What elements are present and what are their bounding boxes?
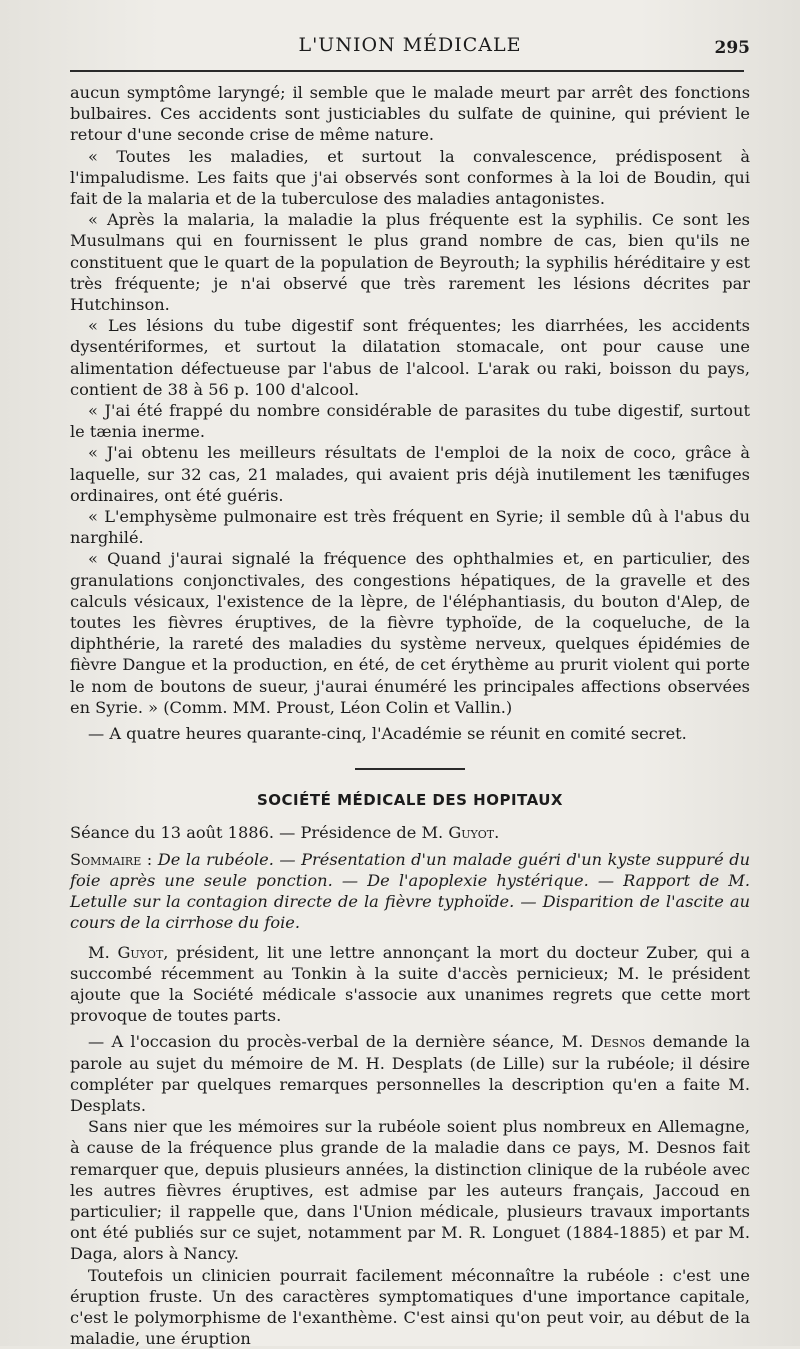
- seance-suffix: .: [494, 822, 500, 842]
- seance-prefix: Séance du 13 août 1886. — Présidence de M.: [70, 822, 449, 842]
- paragraph: « Quand j'aurai signalé la fréquence des ophthalmies et, en particulier, des granulations conjonctivales, des congestions hépatiques, de la gravelle et des calculs vésicaux, l'existence de la lèpre, de l'éléphantiasis, du bouton d'Alep, de toutes les fièvres éruptives, de la fièvre typhoïde, de la coqueluche, de la diphthérie, la rareté des maladies du système nerveux, quelques épidémies de fièvre Dangue et la production, en été, de cet érythème au prurit violent qui porte le nom de boutons de sueur, j'aurai énuméré les principales affections observées en Syrie. » (Comm. MM. Proust, Léon Colin et Vallin.): [70, 549, 750, 717]
- section-title: SOCIÉTÉ MÉDICALE DES HOPITAUX: [256, 791, 563, 810]
- paragraph: [70, 1031, 750, 1116]
- page-number: 295: [714, 38, 750, 58]
- paragraph: — A quatre heures quarante-cinq, l'Académie se réunit en comité secret.: [88, 724, 687, 744]
- seance-line: [70, 822, 750, 843]
- running-title: L'UNION MÉDICALE: [298, 34, 522, 56]
- para-post: demande la parole au sujet du mémoire de M. H. Desplats (de Lille) sur la rubéole; il désire compléter par quelques remarques personnelles la description qu'en a faite M. Desplats.: [70, 1032, 750, 1115]
- article-body: [70, 82, 750, 1349]
- page-header: [70, 32, 750, 62]
- paragraph: [70, 1116, 750, 1264]
- summary-text: De la rubéole. — Présentation d'un malade guéri d'un kyste suppuré du foie après une seule ponction. — De l'apoplexie hystérique. — Rapport de M. Letulle sur la contagion directe de la fièvre typhoïde. — Disparition de l'ascite au cours de la cirrhose du foie.: [70, 849, 750, 933]
- paragraph: « Toutes les maladies, et surtout la convalescence, prédisposent à l'impaludisme. Les faits que j'ai observés sont conformes à la loi de Boudin, qui fait de la malaria et de la tuberculose des maladies antagonistes.: [70, 146, 750, 209]
- paragraph: « Après la malaria, la maladie la plus fréquente est la syphilis. Ce sont les Musulmans qui en fournissent le plus grand nombre de cas, bien qu'ils ne constituent que le quart de la population de Beyrouth; la syphilis héréditaire y est très fréquente; je n'ai observé que très rarement les lésions décrites par Hutchinson.: [70, 210, 750, 315]
- paragraph: « L'emphysème pulmonaire est très fréquent en Syrie; il semble dû à l'abus du narghilé.: [70, 507, 750, 548]
- header-rule: [70, 70, 744, 72]
- paragraph: « J'ai été frappé du nombre considérable de parasites du tube digestif, surtout le tænia inerme.: [70, 401, 750, 442]
- para-pre: Sans nier que les mémoires sur la rubéole soient plus nombreux en Allemagne, à cause de la fréquence plus grande de la maladie dans ce pays, M. Desnos fait remarquer que, depuis plusieurs années, la distinction clinique de la rubéole avec les autres fièvres éruptives, est admise par les auteurs français, Jaccoud en particulier; il rappelle que, dans l'Union médicale, plusieurs travaux importants ont été publiés sur ce sujet, notamment par M. R. Longuet (1884-1885) et par M. Daga, alors à Nancy.: [70, 1117, 750, 1264]
- para-pre: — A l'occasion du procès-verbal de la dernière séance, M.: [88, 1032, 591, 1052]
- paragraph: [70, 942, 750, 1027]
- summary-label: Sommaire :: [70, 849, 153, 869]
- paragraph: aucun symptôme laryngé; il semble que le malade meurt par arrêt des fonctions bulbaires. Ces accidents sont justiciables du sulfate de quinine, qui prévient le retour d'une seconde crise de même nature.: [70, 83, 750, 145]
- seance-president: Guyot: [448, 822, 495, 842]
- paragraph: [70, 1265, 750, 1349]
- para-pre: Toutefois un clinicien pourrait facilement méconnaître la rubéole : c'est une éruption fruste. Un des caractères symptomatiques d'une importance capitale, c'est le polymorphisme de l'exanthème. C'est ainsi qu'on peut voir, au début de la maladie, une éruption: [70, 1265, 750, 1349]
- para-name: Guyot: [117, 942, 164, 962]
- para-post: , président, lit une lettre annonçant la mort du docteur Zuber, qui a succombé récemment au Tonkin à la suite d'accès pernicieux; M. le président ajoute que la Société médicale s'associe aux unanimes regrets que cette mort provoque de toutes parts.: [70, 942, 750, 1026]
- paragraph: « J'ai obtenu les meilleurs résultats de l'emploi de la noix de coco, grâce à laquelle, sur 32 cas, 21 malades, qui avaient pris déjà inutilement les tænifuges ordinaires, ont été guéris.: [70, 443, 750, 505]
- paragraph: « Les lésions du tube digestif sont fréquentes; les diarrhées, les accidents dysentériformes, et surtout la dilatation stomacale, ont pour cause une alimentation défectueuse par l'abus de l'alcool. L'arak ou raki, boisson du pays, contient de 38 à 56 p. 100 d'alcool.: [70, 316, 750, 399]
- summary: [70, 849, 750, 934]
- para-name: Desnos: [590, 1032, 646, 1052]
- section-divider: [355, 768, 465, 770]
- para-pre: M.: [88, 942, 118, 962]
